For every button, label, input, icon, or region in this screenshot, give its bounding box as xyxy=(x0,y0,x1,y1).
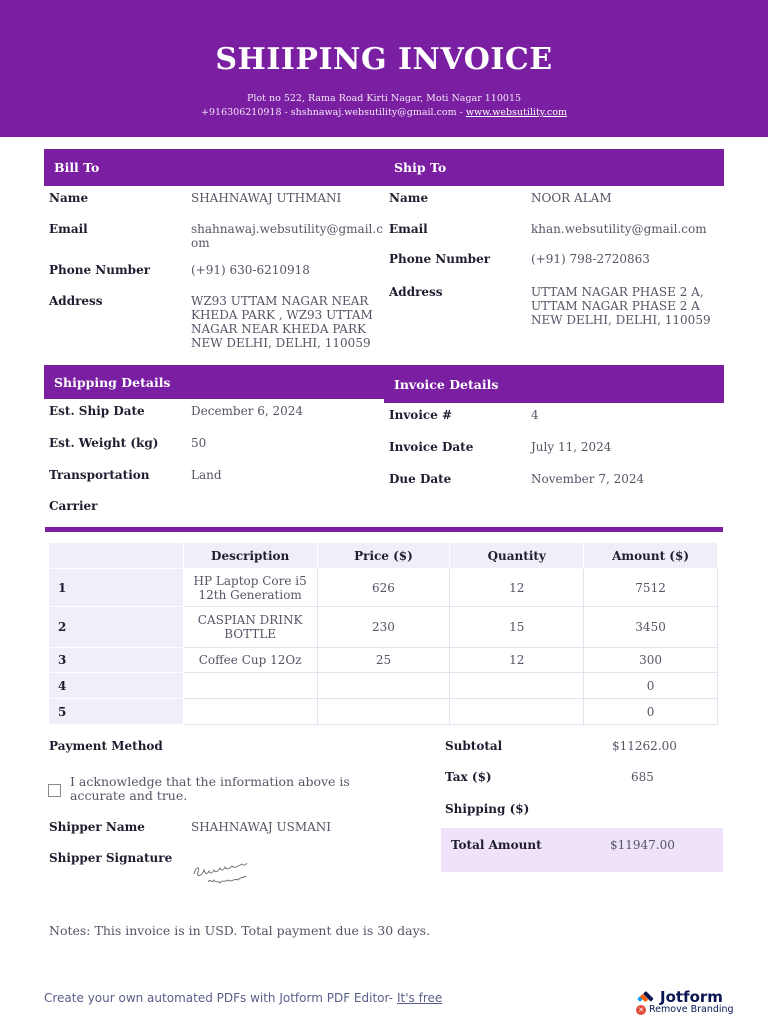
row-price: 25 xyxy=(317,648,450,673)
subtotal-value: $11262.00 xyxy=(612,739,677,753)
row-index: 1 xyxy=(49,569,184,607)
acknowledge-checkbox[interactable] xyxy=(48,784,61,797)
bill-name-label: Name xyxy=(49,191,89,205)
ship-address-line: NEW DELHI, DELHI, 110059 xyxy=(531,313,711,327)
header-quantity: Quantity xyxy=(450,543,584,569)
bill-email-value xyxy=(191,222,383,250)
bill-email-line: shahnawaj.websutility@gmail.c xyxy=(191,222,383,236)
tax-label: Tax ($) xyxy=(445,770,492,784)
bill-email-label: Email xyxy=(49,222,88,236)
company-contact xyxy=(0,107,768,118)
ship-email-label: Email xyxy=(389,222,428,236)
row-price: 230 xyxy=(317,607,450,648)
invoice-number-value: 4 xyxy=(531,408,539,422)
row-index: 3 xyxy=(49,648,184,673)
bill-address-line: NAGAR NEAR KHEDA PARK xyxy=(191,322,366,336)
description-line: Coffee Cup 12Oz xyxy=(198,653,302,667)
bill-name-value: SHAHNAWAJ UTHMANI xyxy=(191,191,342,205)
bill-email-line: om xyxy=(191,236,210,250)
invoice-date-value: July 11, 2024 xyxy=(531,440,612,454)
row-amount: 7512 xyxy=(584,569,718,607)
shipping-details-heading: Shipping Details xyxy=(44,365,384,399)
transport-value: Land xyxy=(191,468,222,482)
header-description: Description xyxy=(183,543,317,569)
acknowledge-line: accurate and true. xyxy=(70,788,188,803)
row-quantity: 12 xyxy=(450,648,584,673)
row-price xyxy=(317,699,450,725)
row-quantity: 12 xyxy=(450,569,584,607)
remove-branding-button[interactable] xyxy=(636,1004,734,1015)
ship-address-line: UTTAM NAGAR PHASE 2 A xyxy=(531,299,700,313)
acknowledge-line: I acknowledge that the information above is xyxy=(70,774,350,789)
description-line: 12th Generatiom xyxy=(198,587,302,602)
footer-free-link[interactable]: It's free xyxy=(397,991,443,1005)
row-index: 5 xyxy=(49,699,184,725)
row-description xyxy=(183,648,317,673)
carrier-label: Carrier xyxy=(49,499,98,513)
weight-label: Est. Weight (kg) xyxy=(49,436,159,450)
row-amount: 3450 xyxy=(584,607,718,648)
jotform-branding xyxy=(636,988,734,1018)
row-amount: 300 xyxy=(584,648,718,673)
close-icon: ✕ xyxy=(636,1005,646,1015)
company-address: Plot no 522, Rama Road Kirti Nagar, Moti Nagar 110015 xyxy=(246,93,522,104)
bill-address-label: Address xyxy=(49,294,103,308)
due-date-label: Due Date xyxy=(389,472,452,486)
shipper-signature-label: Shipper Signature xyxy=(49,851,173,865)
header-amount: Amount ($) xyxy=(584,543,718,569)
invoice-title: SHIIPING INVOICE xyxy=(215,42,553,77)
table-row xyxy=(49,569,718,607)
ship-name-value: NOOR ALAM xyxy=(531,191,612,205)
ship-date-value: December 6, 2024 xyxy=(191,404,304,418)
bill-to-heading: Bill To xyxy=(44,149,384,186)
table-row xyxy=(49,648,718,673)
table-row xyxy=(49,607,718,648)
weight-value: 50 xyxy=(191,436,207,450)
description-line: HP Laptop Core i5 xyxy=(193,573,307,588)
shipping-cost-label: Shipping ($) xyxy=(445,802,530,816)
due-date-value: November 7, 2024 xyxy=(531,472,645,486)
row-amount: 0 xyxy=(584,673,718,699)
bill-address-value xyxy=(191,294,373,350)
bill-phone-label: Phone Number xyxy=(49,263,151,277)
section-divider xyxy=(45,527,723,532)
bill-address-line: KHEDA PARK , WZ93 UTTAM xyxy=(191,308,373,322)
invoice-notes: Notes: This invoice is in USD. Total payment due is 30 days. xyxy=(49,923,431,938)
table-row xyxy=(49,673,718,699)
invoice-number-label: Invoice # xyxy=(389,408,453,422)
payment-method-label: Payment Method xyxy=(49,739,163,753)
company-website-link[interactable]: www.websutility.com xyxy=(465,107,567,118)
footer-promo-text: Create your own automated PDFs with Jotform PDF Editor- xyxy=(44,991,393,1005)
row-description xyxy=(183,607,317,648)
company-contact-text: +916306210918 - shshnawaj.websutility@gmail.com - xyxy=(201,107,466,118)
row-description xyxy=(183,569,317,607)
invoice-details-heading: Invoice Details xyxy=(384,365,724,403)
description-line: CASPIAN DRINK xyxy=(197,613,303,627)
row-price xyxy=(317,673,450,699)
bill-address-line: NEW DELHI, DELHI, 110059 xyxy=(191,336,371,350)
row-index: 4 xyxy=(49,673,184,699)
ship-phone-label: Phone Number xyxy=(389,252,491,266)
transport-label: Transportation xyxy=(49,468,150,482)
invoice-header xyxy=(0,0,768,137)
shipper-name-label: Shipper Name xyxy=(49,820,145,834)
items-table xyxy=(48,542,718,725)
ship-address-value xyxy=(531,285,711,327)
tax-value: 685 xyxy=(631,770,654,784)
shipper-signature-image xyxy=(190,856,252,892)
ship-phone-value: (+91) 798-2720863 xyxy=(531,252,650,266)
ship-to-heading: Ship To xyxy=(384,149,724,186)
row-description xyxy=(183,699,317,725)
row-description xyxy=(183,673,317,699)
row-quantity xyxy=(450,699,584,725)
total-amount-label: Total Amount xyxy=(451,838,542,852)
ship-date-label: Est. Ship Date xyxy=(49,404,145,418)
jotform-brand-name: Jotform xyxy=(660,988,723,1006)
row-price: 626 xyxy=(317,569,450,607)
ship-name-label: Name xyxy=(389,191,429,205)
items-table-header xyxy=(49,543,718,569)
shipper-name-value: SHAHNAWAJ USMANI xyxy=(191,820,332,834)
footer-promo xyxy=(44,991,442,1005)
bill-phone-value: (+91) 630-6210918 xyxy=(191,263,310,277)
table-row xyxy=(49,699,718,725)
ship-address-line: UTTAM NAGAR PHASE 2 A, xyxy=(531,285,704,299)
description-line: BOTTLE xyxy=(224,627,277,641)
jotform-logo-icon xyxy=(636,988,654,1004)
row-quantity: 15 xyxy=(450,607,584,648)
row-index: 2 xyxy=(49,607,184,648)
header-index xyxy=(49,543,184,569)
acknowledge-text xyxy=(70,775,350,803)
total-amount-value: $11947.00 xyxy=(610,838,675,852)
header-price: Price ($) xyxy=(317,543,450,569)
ship-address-label: Address xyxy=(389,285,443,299)
remove-branding-label: Remove Branding xyxy=(649,1004,734,1015)
invoice-date-label: Invoice Date xyxy=(389,440,474,454)
ship-email-value: khan.websutility@gmail.com xyxy=(531,222,707,236)
row-amount: 0 xyxy=(584,699,718,725)
bill-address-line: WZ93 UTTAM NAGAR NEAR xyxy=(191,294,369,308)
row-quantity xyxy=(450,673,584,699)
subtotal-label: Subtotal xyxy=(445,739,503,753)
